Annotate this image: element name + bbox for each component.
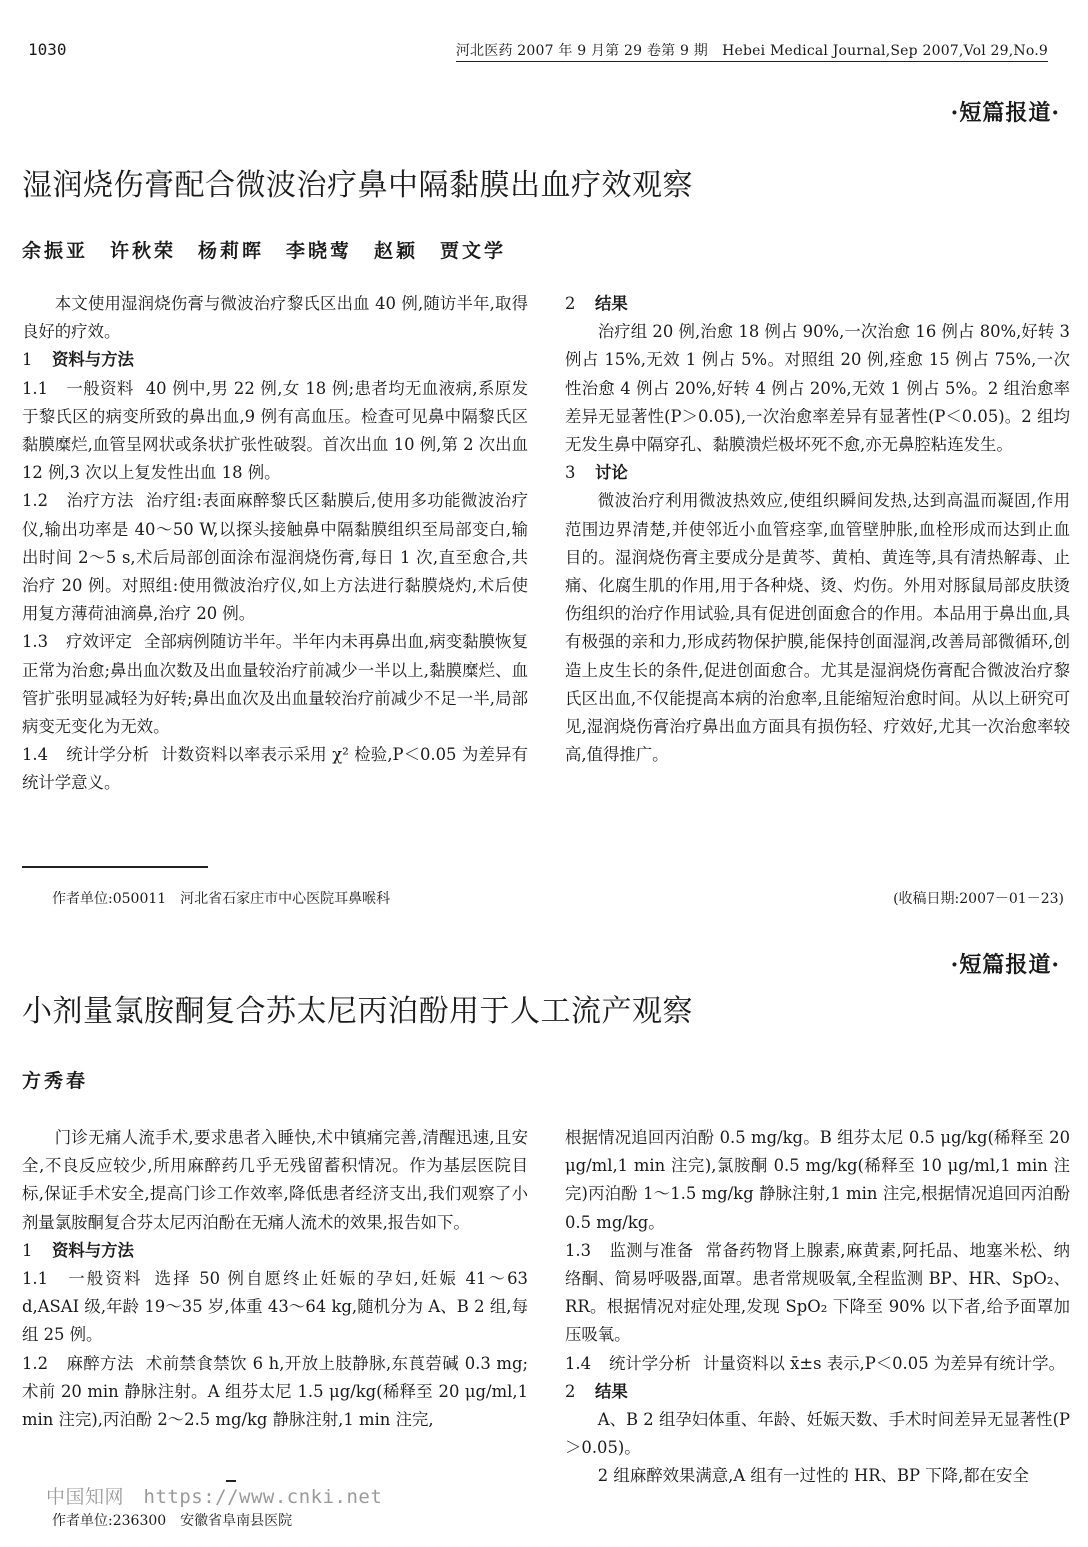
subsection-paragraph: 1.3 监测与准备 常备药物肾上腺素,麻黄素,阿托品、地塞米松、纳络酮、简易呼吸器,面罩。患者常规吸氧,全程监测 BP、HR、SpO₂、RR。根据情况对症处理,发现 SpO₂ 下降至 90% 以下者,给予面罩加压吸氧。 xyxy=(565,1240,1071,1345)
cnki-watermark: 中国知网 https://www.cnki.net xyxy=(46,1486,383,1508)
author-affiliation: 作者单位:050011 河北省石家庄市中心医院耳鼻喉科 xyxy=(52,891,391,907)
intro-paragraph: 本文使用湿润烧伤膏与微波治疗黎氏区出血 40 例,随访半年,取得良好的疗效。 xyxy=(22,294,528,342)
author-affiliation: 作者单位:236300 安徽省阜南县医院 xyxy=(52,1513,293,1529)
article-title: 小剂量氯胺酮复合苏太尼丙泊酚用于人工流产观察 xyxy=(22,994,693,1029)
page-number: 1030 xyxy=(28,40,67,59)
results-paragraph: 2 组麻醉效果满意,A 组有一过性的 HR、BP 下降,都在安全 xyxy=(597,1466,1029,1486)
subsection-paragraph: 1.2 麻醉方法 术前禁食禁饮 6 h,开放上肢静脉,东莨菪碱 0.3 mg;术前 20 min 静脉注射。A 组芬太尼 1.5 μg/kg(稀释至 20 μg/ml,1 min 注完),丙泊酚 2～2.5 mg/kg 静脉注射,1 min 注完, xyxy=(22,1353,528,1430)
subsection-paragraph: 1.4 统计学分析 计数资料以率表示采用 χ² 检验,P＜0.05 为差异有统计学意义。 xyxy=(22,745,528,793)
section-heading: 1 资料与方法 xyxy=(22,350,134,370)
journal-citation: 河北医药 2007 年 9 月第 29 卷第 9 期 Hebei Medical Journal,Sep 2007,Vol 29,No.9 xyxy=(456,40,1048,62)
article2-right-column xyxy=(565,1124,1070,1491)
article1-left-column xyxy=(22,290,528,798)
section-tag: ·短篇报道· xyxy=(950,952,1060,978)
continued-paragraph: 根据情况追回丙泊酚 0.5 mg/kg。B 组芬太尼 0.5 μg/kg(稀释至 20 μg/ml,1 min 注完),氯胺酮 0.5 mg/kg(稀释至 10 μg/ml,1 min 注完)丙泊酚 1～1.5 mg/kg 静脉注射,1 min 注完,根据情况追回丙泊酚 0.5 mg/kg。 xyxy=(565,1128,1070,1232)
subsection-paragraph: 1.4 统计学分析 计量资料以 x̄±s 表示,P＜0.05 为差异有统计学。 xyxy=(565,1353,1065,1373)
article-authors: 方秀春 xyxy=(22,1070,89,1092)
section-tag: ·短篇报道· xyxy=(950,100,1060,126)
article-authors: 余振亚 许秋荣 杨莉晖 李晓莺 赵颖 贾文学 xyxy=(22,240,507,262)
intro-paragraph: 门诊无痛人流手术,要求患者入睡快,术中镇痛完善,清醒迅速,且安全,不良反应较少,所用麻醉药几乎无残留蓄积情况。作为基层医院目标,保证手术安全,提高门诊工作效率,降低患者经济支出,我们观察了小剂量氯胺酮复合芬太尼丙泊酚在无痛人流术的效果,报告如下。 xyxy=(22,1128,528,1232)
article2-left-column xyxy=(22,1124,528,1434)
results-paragraph: 治疗组 20 例,治愈 18 例占 90%,一次治愈 16 例占 80%,好转 3 例占 15%,无效 1 例占 5%。对照组 20 例,痊愈 15 例占 75%,一次性治愈 4 例占 20%,好转 4 例占 20%,无效 1 例占 5%。2 组治愈率差异无显著性(P＞0.05),一次治愈率差异有显著性(P＜0.05)。2 组均无发生鼻中隔穿孔、黏膜溃烂极坏死不愈,亦无鼻腔粘连发生。 xyxy=(565,322,1070,455)
article-title: 湿润烧伤膏配合微波治疗鼻中隔黏膜出血疗效观察 xyxy=(22,168,693,203)
subsection-paragraph: 1.1 一般资料 40 例中,男 22 例,女 18 例;患者均无血液病,系原发于黎氏区的病变所致的鼻出血,9 例有高血压。检查可见鼻中隔黎氏区黏膜糜烂,血管呈网状或条状扩张性破裂。首次出血 10 例,第 2 次出血 12 例,3 次以上复发性出血 18 例。 xyxy=(22,378,528,483)
section-heading: 2 结果 xyxy=(565,294,628,313)
results-paragraph: A、B 2 组孕妇体重、年龄、妊娠天数、手术时间差异无显著性(P＞0.05)。 xyxy=(565,1410,1070,1458)
footnote-rule xyxy=(22,866,208,868)
section-heading: 1 资料与方法 xyxy=(22,1240,134,1260)
section-heading: 2 结果 xyxy=(565,1381,628,1401)
received-date: (收稿日期:2007－01－23) xyxy=(893,891,1064,907)
running-header xyxy=(28,40,1048,66)
subsection-paragraph: 1.1 一般资料 选择 50 例自愿终止妊娠的孕妇,妊娠 41～63 d,ASAI 级,年龄 19～35 岁,体重 43～64 kg,随机分为 A、B 2 组,每组 25 例。 xyxy=(22,1269,528,1345)
section-heading: 3 讨论 xyxy=(565,463,628,483)
discussion-paragraph: 微波治疗利用微波热效应,使组织瞬间发热,达到高温而凝固,作用范围边界清楚,并使邻近小血管痉挛,血管壁肿胀,血栓形成而达到止血目的。湿润烧伤膏主要成分是黄芩、黄柏、黄连等,具有清热解毒、止痛、化腐生肌的作用,用于各种烧、烫、灼伤。外用对豚鼠局部皮肤烫伤组织的治疗作用试验,具有促进创面愈合的作用。本品用于鼻出血,具有极强的亲和力,形成药物保护膜,能保持创面湿润,改善局部微循环,创造上皮生长的条件,促进创面愈合。尤其是湿润烧伤膏配合微波治疗黎氏区出血,不仅能提高本病的治愈率,且能缩短治愈时间。从以上研究可见,湿润烧伤膏治疗鼻出血方面具有损伤轻、疗效好,尤其一次治愈率较高,值得推广。 xyxy=(565,491,1070,765)
subsection-paragraph: 1.3 疗效评定 全部病例随访半年。半年内未再鼻出血,病变黏膜恢复正常为治愈;鼻出血次数及出血量较治疗前减少一半以上,黏膜糜烂、血管扩张明显减轻为好转;鼻出血次及出血量较治疗前减少不足一半,局部病变无变化为无效。 xyxy=(22,632,528,737)
subsection-paragraph: 1.2 治疗方法 治疗组:表面麻醉黎氏区黏膜后,使用多功能微波治疗仪,输出功率是 40～50 W,以探头接触鼻中隔黏膜组织至局部变白,输出时间 2～5 s,术后局部创面涂布湿润烧伤膏,每日 1 次,直至愈合,共治疗 20 例。对照组:使用微波治疗仪,如上方法进行黏膜烧灼,术后使用复方薄荷油滴鼻,治疗 20 例。 xyxy=(22,491,528,624)
article1-right-column xyxy=(565,290,1070,769)
